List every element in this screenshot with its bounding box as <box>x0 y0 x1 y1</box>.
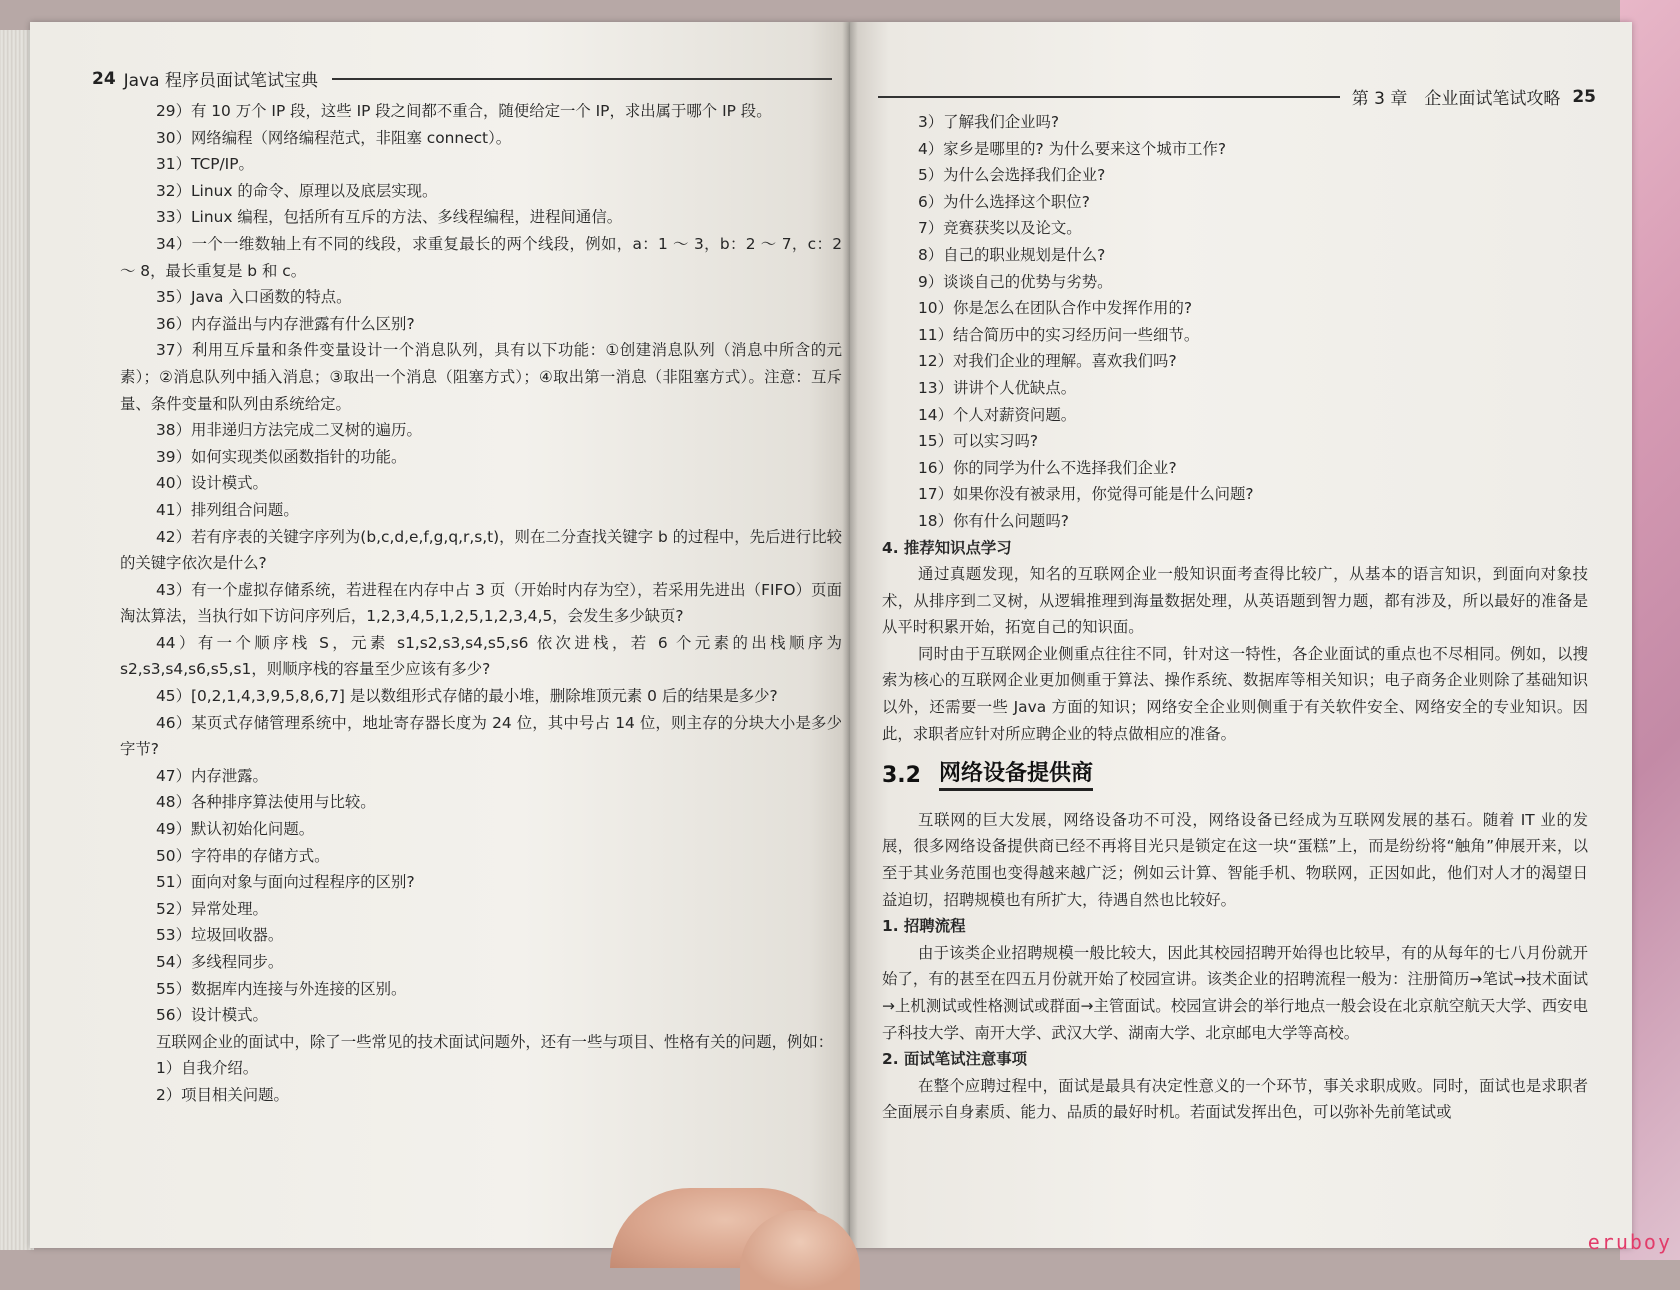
text-paragraph: 2）项目相关问题。 <box>156 1085 289 1104</box>
text-paragraph: 11）结合简历中的实习经历问一些细节。 <box>918 325 1200 344</box>
text-paragraph: 31）TCP/IP。 <box>156 155 254 174</box>
text-paragraph: 同时由于互联网企业侧重点往往不同，针对这一特性，各企业面试的重点也不尽相同。例如，以搜索为核心的互联网企业更加侧重于算法、操作系统、数据库等相关知识；电子商务企业则除了基础知识以外，还需要一些 Java 方面的知识；网络安全企业则侧重于有关软件安全、网络安全的专业知识。因此，求职者应针对所应聘企业的特点做相应的准备。 <box>882 644 1588 743</box>
text-paragraph: 互联网企业的面试中，除了一些常见的技术面试问题外，还有一些与项目、性格有关的问题，例如： <box>156 1032 834 1051</box>
section-heading <box>882 761 1588 791</box>
subsection-heading: 4. 推荐知识点学习 <box>882 538 1012 557</box>
left-column <box>120 98 842 1109</box>
text-paragraph: 42）若有序表的关键字序列为(b,c,d,e,f,g,q,r,s,t)，则在二分查找关键字 b 的过程中，先后进行比较的关键字依次是什么? <box>120 527 842 573</box>
text-paragraph: 48）各种排序算法使用与比较。 <box>156 793 376 812</box>
right-running-head <box>878 84 1596 109</box>
text-paragraph: 35）Java 入口函数的特点。 <box>156 288 352 307</box>
text-paragraph: 4）家乡是哪里的? 为什么要来这个城市工作? <box>918 139 1227 158</box>
text-paragraph: 47）内存泄露。 <box>156 766 268 785</box>
text-paragraph: 38）用非递归方法完成二叉树的遍历。 <box>156 421 422 440</box>
text-paragraph: 46）某页式存储管理系统中，地址寄存器长度为 24 位，其中号占 14 位，则主存的分块大小是多少字节? <box>120 713 842 759</box>
text-paragraph: 41）排列组合问题。 <box>156 500 299 519</box>
text-paragraph: 50）字符串的存储方式。 <box>156 846 330 865</box>
text-paragraph: 37）利用互斥量和条件变量设计一个消息队列，具有以下功能：①创建消息队列（消息中所含的元素）；②消息队列中插入消息；③取出一个消息（阻塞方式）；④取出第一消息（非阻塞方式）。注意：互斥量、条件变量和队列由系统给定。 <box>120 341 842 413</box>
chapter-label: 第 3 章 企业面试笔试攻略 <box>1351 89 1561 109</box>
text-paragraph: 9）谈谈自己的优势与劣势。 <box>918 272 1113 291</box>
text-paragraph: 5）为什么会选择我们企业? <box>918 166 1106 185</box>
subsection-body: 由于该类企业招聘规模一般比较大，因此其校园招聘开始得也比较早，有的从每年的七八月份就开始了，有的甚至在四五月份就开始了校园宣讲。该类企业的招聘流程一般为：注册简历→笔试→技术面试→上机测试或性格测试或群面→主管面试。校园宣讲会的举行地点一般会设在北京航空航天大学、西安电子科技大学、南开大学、武汉大学、湖南大学、北京邮电大学等高校。 <box>882 943 1588 1042</box>
text-paragraph: 10）你是怎么在团队合作中发挥作用的? <box>918 299 1193 318</box>
text-paragraph: 8）自己的职业规划是什么? <box>918 245 1106 264</box>
text-paragraph: 3）了解我们企业吗? <box>918 113 1060 131</box>
text-paragraph: 56）设计模式。 <box>156 1006 268 1025</box>
subsection-heading: 1. 招聘流程 <box>882 917 966 936</box>
question-list <box>882 109 1588 535</box>
right-page-number: 25 <box>1572 86 1596 107</box>
text-paragraph: 40）设计模式。 <box>156 474 268 493</box>
section-intro: 互联网的巨大发展，网络设备功不可没，网络设备已经成为互联网发展的基石。随着 IT 业的发展，很多网络设备提供商已经不再将目光只是锁定在这一块“蛋糕”上，而是纷纷将“触角”伸展开来，以至于其业务范围也变得越来越广泛；例如云计算、智能手机、物联网，正因如此，他们对人才的渴望日益迫切，招聘规模也有所扩大，待遇自然也比较好。 <box>882 810 1588 909</box>
text-paragraph: 29）有 10 万个 IP 段，这些 IP 段之间都不重合，随便给定一个 IP，求出属于哪个 IP 段。 <box>156 102 772 120</box>
text-paragraph: 53）垃圾回收器。 <box>156 926 284 945</box>
book-title: Java 程序员面试笔试宝典 <box>123 71 318 91</box>
header-rule <box>878 96 1340 98</box>
text-paragraph: 12）对我们企业的理解。喜欢我们吗? <box>918 352 1177 371</box>
text-paragraph: 49）默认初始化问题。 <box>156 820 315 839</box>
text-paragraph: 45）[0,2,1,4,3,9,5,8,6,7] 是以数组形式存储的最小堆，删除堆顶元素 0 后的结果是多少? <box>156 687 778 706</box>
left-page-number: 24 <box>92 68 116 89</box>
page-stack-edge <box>0 30 34 1250</box>
text-paragraph: 52）异常处理。 <box>156 899 268 918</box>
text-paragraph: 6）为什么选择这个职位? <box>918 192 1090 211</box>
text-paragraph: 14）个人对薪资问题。 <box>918 405 1077 424</box>
text-paragraph: 36）内存溢出与内存泄露有什么区别? <box>156 314 415 333</box>
text-paragraph: 7）竞赛获奖以及论文。 <box>918 219 1082 238</box>
text-paragraph: 51）面向对象与面向过程程序的区别? <box>156 873 415 892</box>
header-rule <box>332 78 832 80</box>
right-column <box>882 109 1588 1126</box>
text-paragraph: 39）如何实现类似函数指针的功能。 <box>156 447 407 466</box>
text-paragraph: 33）Linux 编程，包括所有互斥的方法、多线程编程，进程间通信。 <box>156 208 623 227</box>
watermark: eruboy <box>1587 1230 1672 1254</box>
text-paragraph: 13）讲讲个人优缺点。 <box>918 378 1077 397</box>
text-paragraph: 18）你有什么问题吗? <box>918 511 1069 530</box>
subsection-body: 在整个应聘过程中，面试是最具有决定性意义的一个环节，事关求职成败。同时，面试也是求职者全面展示自身素质、能力、品质的最好时机。若面试发挥出色，可以弥补先前笔试或 <box>882 1076 1588 1122</box>
text-paragraph: 16）你的同学为什么不选择我们企业? <box>918 458 1177 477</box>
book-gutter <box>842 22 858 1248</box>
text-paragraph: 17）如果你没有被录用，你觉得可能是什么问题? <box>918 485 1254 504</box>
text-paragraph: 通过真题发现，知名的互联网企业一般知识面考查得比较广，从基本的语言知识，到面向对象技术，从排序到二叉树，从逻辑推理到海量数据处理，从英语题到智力题，都有涉及，所以最好的准备是从平时积累开始，拓宽自己的知识面。 <box>882 565 1588 637</box>
text-paragraph: 44）有一个顺序栈 S，元素 s1,s2,s3,s4,s5,s6 依次进栈，若 6 个元素的出栈顺序为 s2,s3,s4,s6,s5,s1，则顺序栈的容量至少应该有多少? <box>120 633 842 679</box>
text-paragraph: 1）自我介绍。 <box>156 1059 259 1078</box>
text-paragraph: 55）数据库内连接与外连接的区别。 <box>156 979 407 998</box>
text-paragraph: 43）有一个虚拟存储系统，若进程在内存中占 3 页（开始时内存为空），若采用先进出（FIFO）页面淘汰算法，当执行如下访问序列后，1,2,3,4,5,1,2,5,1,2,3,4,5，会发生多少缺页? <box>120 580 842 626</box>
left-running-head <box>92 66 832 91</box>
text-paragraph: 54）多线程同步。 <box>156 953 284 971</box>
section-number: 3.2 <box>882 762 921 788</box>
subsection-heading: 2. 面试笔试注意事项 <box>882 1050 1028 1069</box>
section-title: 网络设备提供商 <box>939 761 1093 791</box>
subsection-body <box>882 561 1588 747</box>
text-paragraph: 15）可以实习吗? <box>918 432 1039 451</box>
text-paragraph: 30）网络编程（网络编程范式，非阻塞 connect）。 <box>156 128 512 147</box>
text-paragraph: 32）Linux 的命令、原理以及底层实现。 <box>156 181 438 200</box>
text-paragraph: 34）一个一维数轴上有不同的线段，求重复最长的两个线段，例如，a：1 ～ 3，b：2 ～ 7，c：2 ～ 8，最长重复是 b 和 c。 <box>120 234 842 280</box>
